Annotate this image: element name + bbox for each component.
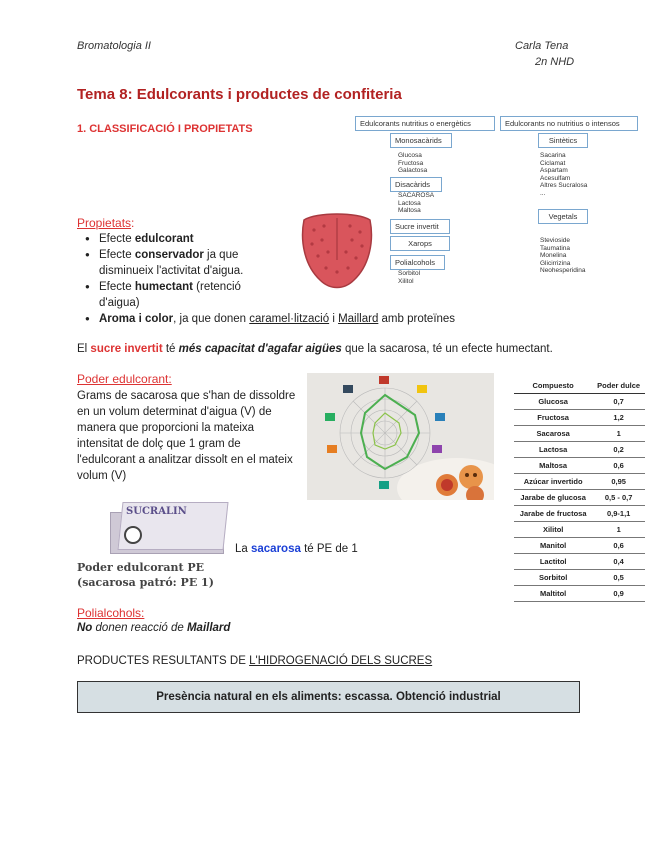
table-row xyxy=(514,426,645,442)
table-row xyxy=(514,506,645,522)
text: Maillard xyxy=(338,313,379,325)
natural-presence-box: Presència natural en els aliments: escassa. Obtenció industrial xyxy=(77,681,580,713)
sweetening-power-heading: Poder edulcorant: xyxy=(77,372,172,386)
table-cell: 0,6 xyxy=(592,458,645,474)
table-row xyxy=(514,458,645,474)
sweetening-power-definition: Grams de sacarosa que s'han de dissoldre en un volum determinat d'aigua (V) de manera que proporcioni la mateixa intensitat de dolç que 1 gram de l'edulcorant a analitzar dissolt en el mateix volum (V) xyxy=(77,390,296,482)
polyols-box: Polialcohols xyxy=(390,255,445,270)
table-cell: 1 xyxy=(592,426,645,442)
text: amb proteïnes xyxy=(378,313,456,325)
text: ja que xyxy=(203,249,239,261)
sweetener-radar-image xyxy=(307,373,494,500)
list-item xyxy=(99,279,339,311)
text: Efecte xyxy=(99,281,135,293)
list-item: SACAROSA xyxy=(398,192,435,199)
column-header: Poder dulce xyxy=(592,378,645,394)
list-item: Sacarina xyxy=(540,152,566,159)
properties-heading-text: Propietats xyxy=(77,216,132,230)
table-cell: Lactitol xyxy=(514,554,592,570)
invert-sugar-box: Sucre invertit xyxy=(390,219,450,234)
text: Efecte xyxy=(99,249,135,261)
text: Efecte xyxy=(99,233,135,245)
product-label: SUCRALIN xyxy=(126,506,187,517)
list-item: ... xyxy=(540,189,546,197)
vegetal-list xyxy=(540,237,586,275)
table-cell: 0,6 xyxy=(592,538,645,554)
text: edulcorant xyxy=(134,233,194,245)
list-item: Glucosa xyxy=(398,152,422,159)
text: El xyxy=(77,343,91,355)
table-cell: Glucosa xyxy=(514,394,592,410)
list-item xyxy=(99,231,339,247)
list-item: Sorbitol xyxy=(398,270,421,277)
table-cell: Fructosa xyxy=(514,410,592,426)
text: sacarosa xyxy=(251,543,301,555)
table-cell: 1 xyxy=(592,522,645,538)
table-cell: Maltosa xyxy=(514,458,592,474)
hydrogenation-products-line xyxy=(77,653,432,669)
text: La xyxy=(235,543,251,555)
table-cell: 0,5 xyxy=(592,570,645,586)
list-item: Altres Sucralosa xyxy=(540,182,588,189)
vegetal-box: Vegetals xyxy=(538,209,588,224)
subject-header: Bromatologia II xyxy=(77,40,151,52)
table-row xyxy=(514,586,645,602)
text: té xyxy=(162,343,179,355)
list-item: Aspartam xyxy=(540,167,568,174)
text: conservador xyxy=(134,249,204,261)
table-row xyxy=(514,538,645,554)
table-row xyxy=(514,410,645,426)
text: d'aigua) xyxy=(99,297,140,309)
table-cell: Jarabe de glucosa xyxy=(514,490,592,506)
section-title: 1. CLASSIFICACIÓ I PROPIETATS xyxy=(77,123,253,135)
table-row xyxy=(514,474,645,490)
text: L'HIDROGENACIÓ DELS SUCRES xyxy=(249,655,433,667)
synthetic-list xyxy=(540,152,587,197)
properties-heading xyxy=(77,214,134,232)
table-row xyxy=(514,490,645,506)
properties-list xyxy=(77,231,339,311)
properties-list-aroma xyxy=(77,311,579,327)
author-header: Carla Tena xyxy=(515,40,569,52)
text: més capacitat d'agafar aigües xyxy=(178,343,342,355)
table-cell: 0,95 xyxy=(592,474,645,490)
text: No xyxy=(77,622,93,634)
table-cell: Sorbitol xyxy=(514,570,592,586)
table-header-row xyxy=(514,378,645,394)
pe-caption xyxy=(77,560,214,590)
polyols-list xyxy=(398,270,420,285)
synthetic-box: Sintètics xyxy=(538,133,588,148)
sucrose-pe-note xyxy=(235,541,358,557)
product-logo-icon xyxy=(124,526,142,544)
group-header: 2n NHD xyxy=(535,56,575,68)
list-item xyxy=(99,311,579,327)
table-cell: 0,9 xyxy=(592,586,645,602)
non-nutritive-sweeteners-box: Edulcorants no nutritius o intensos xyxy=(500,116,638,131)
table-cell: Sacarosa xyxy=(514,426,592,442)
table-cell: 1,2 xyxy=(592,410,645,426)
disaccharides-list xyxy=(398,192,434,215)
table-cell: 0,4 xyxy=(592,554,645,570)
list-item: Stevioside xyxy=(540,237,570,244)
pe-caption-line: (sacarosa patró: PE 1) xyxy=(77,576,214,589)
text: donen reacció de xyxy=(92,622,187,634)
monosaccharides-box: Monosacàrids xyxy=(390,133,452,148)
text: sucre invertit xyxy=(90,343,163,355)
properties-colon: : xyxy=(131,216,135,230)
list-item: Monelina xyxy=(540,252,567,259)
invert-sugar-paragraph xyxy=(77,341,597,357)
list-item: Glicirrizina xyxy=(540,259,571,267)
column-header: Compuesto xyxy=(514,378,592,394)
syrups-box: Xarops xyxy=(390,236,450,251)
text: que la sacarosa, té un efecte humectant. xyxy=(341,343,553,355)
text: , ja que donen xyxy=(173,313,250,325)
table-cell: 0,5 - 0,7 xyxy=(592,490,645,506)
table-row xyxy=(514,522,645,538)
table-cell: Maltitol xyxy=(514,586,592,602)
table-row xyxy=(514,570,645,586)
text: i xyxy=(329,313,339,325)
monosaccharides-list xyxy=(398,152,427,175)
table-cell: Jarabe de fructosa xyxy=(514,506,592,522)
list-item: Galactosa xyxy=(398,167,428,174)
table-cell: Lactosa xyxy=(514,442,592,458)
list-item: Neohesperidina xyxy=(540,267,586,274)
table-row xyxy=(514,442,645,458)
list-item: Fructosa xyxy=(398,159,424,167)
pe-caption-line: Poder edulcorant PE xyxy=(77,561,205,574)
sweetening-power-table xyxy=(514,378,645,602)
classification-diagram xyxy=(355,112,640,285)
table-row xyxy=(514,554,645,570)
table-cell: 0,9-1,1 xyxy=(592,506,645,522)
radar-chart-graphic xyxy=(307,373,494,500)
list-item: Xilitol xyxy=(398,277,414,285)
list-item xyxy=(99,247,339,279)
list-item: Lactosa xyxy=(398,199,421,207)
table-cell: 0,2 xyxy=(592,442,645,458)
list-item: Acesulfam xyxy=(540,174,571,182)
table-cell: Azúcar invertido xyxy=(514,474,592,490)
text: Polialcohols: xyxy=(77,606,145,620)
text: caramel·lització xyxy=(249,313,330,325)
list-item: Taumatina xyxy=(540,244,570,252)
text: humectant xyxy=(134,281,193,293)
table-cell: Manitol xyxy=(514,538,592,554)
text: Aroma i color xyxy=(99,313,174,325)
table-cell: Xilitol xyxy=(514,522,592,538)
table-cell: 0,7 xyxy=(592,394,645,410)
text: té PE de 1 xyxy=(300,543,358,555)
list-item: Maltosa xyxy=(398,207,421,214)
table-row xyxy=(514,394,645,410)
nutritive-sweeteners-box: Edulcorants nutritius o energètics xyxy=(355,116,495,131)
list-item: Ciclamat xyxy=(540,159,566,167)
text: Maillard xyxy=(186,622,231,634)
text: PRODUCTES RESULTANTS DE xyxy=(77,655,250,667)
disaccharides-box: Disacàrids xyxy=(390,177,442,192)
text: disminueix l'activitat d'aigua. xyxy=(99,265,244,277)
polyols-note xyxy=(77,620,230,636)
page-title: Tema 8: Edulcorants i productes de confiteria xyxy=(77,86,402,103)
text: (retenció xyxy=(192,281,241,293)
sucralin-product-image xyxy=(110,498,230,556)
